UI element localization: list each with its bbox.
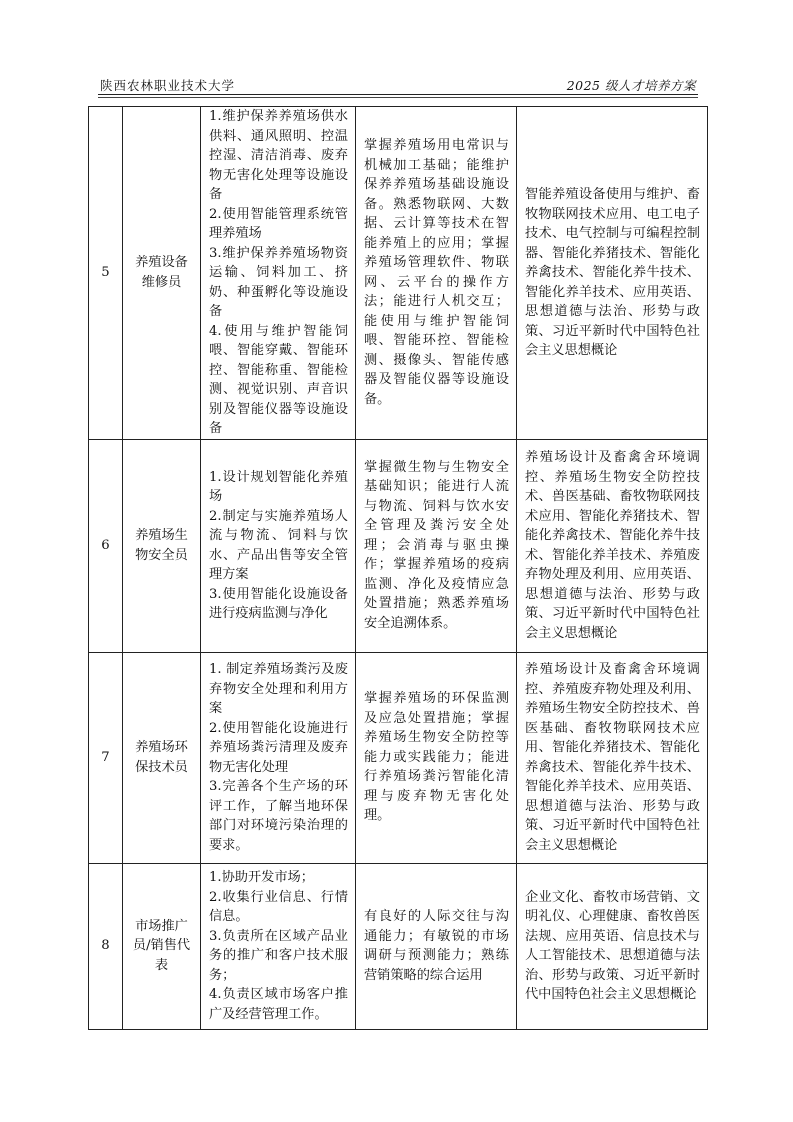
header-rule-thin — [98, 97, 698, 98]
work-tasks — [201, 863, 356, 1029]
cell-line: 掌握养殖场的环保监测及应急处置措施；掌握养殖场生物安全防控等能力或实践能力；能进行养殖场粪污智能化清理与废弃物无害化处理。 — [364, 691, 509, 824]
cell-line: 企业文化、畜牧市场营销、文明礼仪、心理健康、畜牧兽医法规、应用英语、信息技术与人工智能技术、思想道德与法治、形势与政策、习近平新时代中国特色社会主义思想概论 — [525, 889, 700, 1002]
cell-line: 1.设计规划智能化养殖场 — [209, 469, 348, 504]
supporting-courses-text — [517, 888, 707, 1005]
job-title — [123, 652, 201, 863]
cell-line: 3.负责所在区域产品业务的推广和客户技术服务； — [209, 928, 348, 983]
ability-requirements-text — [356, 689, 516, 826]
table-row — [89, 107, 708, 440]
job-title-text: 市场推广员/销售代表 — [132, 918, 191, 973]
cell-line: 1.维护保养养殖场供水供料、通风照明、控温控湿、清洁消毒、废弃物无害化处理等设施设备 — [209, 109, 348, 202]
cell-line: 2.收集行业信息、行情信息。 — [209, 889, 348, 924]
ability-requirements-text — [356, 136, 516, 409]
cell-line: 3.完善各个生产场的环评工作，了解当地环保部门对环境污染治理的要求。 — [209, 779, 348, 853]
job-title — [123, 439, 201, 652]
work-tasks — [201, 107, 356, 440]
ability-requirements — [356, 863, 517, 1029]
job-title-text: 养殖场生物安全员 — [135, 528, 188, 563]
cell-line: 4.使用与维护智能饲喂、智能穿戴、智能环控、智能称重、智能检测、视觉识别、声音识别及智能仪器等设施设备 — [209, 323, 348, 436]
cell-line: 养殖场设计及畜禽舍环境调控、养殖废弃物处理及利用、养殖场生物安全防控技术、兽医基础、畜牧物联网技术应用、智能化养猪技术、智能化养禽技术、智能化养牛技术、智能化养羊技术、应用英语、思想道德与法治、形势与政策、习近平新时代中国特色社会主义思想概论 — [525, 662, 700, 853]
job-ability-table — [88, 106, 708, 1030]
job-title-text: 养殖设备维修员 — [135, 255, 188, 290]
table-row — [89, 439, 708, 652]
cell-line: 掌握微生物与生物安全基础知识；能进行人流与物流、饲料与饮水安全管理及粪污安全处理；会消毒与驱虫操作；掌握养殖场的疫病监测、净化及疫情应急处置措施；熟悉养殖场安全追溯体系。 — [364, 459, 509, 631]
cell-line: 3.维护保养养殖场物资运输、饲料加工、挤奶、种蛋孵化等设施设备 — [209, 245, 348, 319]
supporting-courses — [517, 439, 708, 652]
work-tasks-text — [201, 868, 355, 1024]
cell-line: 1. 制定养殖场粪污及废弃物安全处理和利用方案 — [209, 662, 348, 716]
work-tasks-text — [201, 660, 355, 855]
header-document-title: 2025 级人才培养方案 — [566, 78, 696, 93]
cell-line: 1.协助开发市场； — [209, 870, 314, 885]
supporting-courses — [517, 863, 708, 1029]
job-title — [123, 107, 201, 440]
cell-line: 养殖场设计及畜禽舍环境调控、养殖场生物安全防控技术、兽医基础、畜牧物联网技术应用、智能化养猪技术、智能化养禽技术、智能化养牛技术、智能化养羊技术、养殖废弃物处理及利用、应用英语、思想道德与法治、形势与政策、习近平新时代中国特色社会主义思想概论 — [525, 450, 700, 641]
ability-requirements — [356, 652, 517, 863]
ability-requirements-text — [356, 907, 516, 985]
row-number: 6 — [89, 439, 123, 652]
job-title-text: 养殖场环保技术员 — [135, 740, 188, 775]
cell-line: 3.使用智能化设施设备进行疫病监测与净化 — [209, 586, 348, 621]
cell-line: 2.使用智能管理系统管理养殖场 — [209, 206, 348, 241]
ability-requirements-text — [356, 458, 516, 634]
supporting-courses — [517, 652, 708, 863]
header-rule-thick — [98, 94, 698, 95]
row-number: 8 — [89, 863, 123, 1029]
header-institution: 陕西农林职业技术大学 — [100, 78, 236, 93]
supporting-courses-text — [517, 448, 707, 643]
ability-requirements — [356, 107, 517, 440]
supporting-courses — [517, 107, 708, 440]
work-tasks-text — [201, 468, 355, 624]
work-tasks — [201, 652, 356, 863]
cell-line: 2.制定与实施养殖场人流与物流、饲料与饮水、产品出售等安全管理方案 — [209, 508, 348, 582]
page-header — [98, 74, 698, 94]
supporting-courses-text — [517, 185, 707, 361]
cell-line: 有良好的人际交往与沟通能力；有敏锐的市场调研与预测能力；熟练营销策略的综合运用 — [364, 909, 509, 983]
cell-line: 智能养殖设备使用与维护、畜牧物联网技术应用、电工电子技术、电气控制与可编程控制器、智能化养猪技术、智能化养禽技术、智能化养牛技术、智能化养羊技术、应用英语、思想道德与法治、形势与政策、习近平新时代中国特色社会主义思想概论 — [525, 187, 700, 358]
supporting-courses-text — [517, 660, 707, 855]
work-tasks-text — [201, 107, 355, 439]
job-title — [123, 863, 201, 1029]
work-tasks — [201, 439, 356, 652]
ability-requirements — [356, 439, 517, 652]
row-number: 5 — [89, 107, 123, 440]
table-row — [89, 863, 708, 1029]
cell-line: 4.负责区域市场客户推广及经营管理工作。 — [209, 987, 348, 1022]
table-row — [89, 652, 708, 863]
cell-line: 2.使用智能化设施进行养殖场粪污清理及废弃物无害化处理 — [209, 720, 348, 775]
cell-line: 掌握养殖场用电常识与机械加工基础；能维护保养养殖场基础设施设备。熟悉物联网、大数据、云计算等技术在智能养殖上的应用；掌握养殖场管理软件、物联网、云平台的操作方法；能进行人机交互；能使用与维护智能饲喂、智能环控、智能检测、摄像头、智能传感器及智能仪器等设施设备。 — [364, 138, 509, 407]
row-number: 7 — [89, 652, 123, 863]
